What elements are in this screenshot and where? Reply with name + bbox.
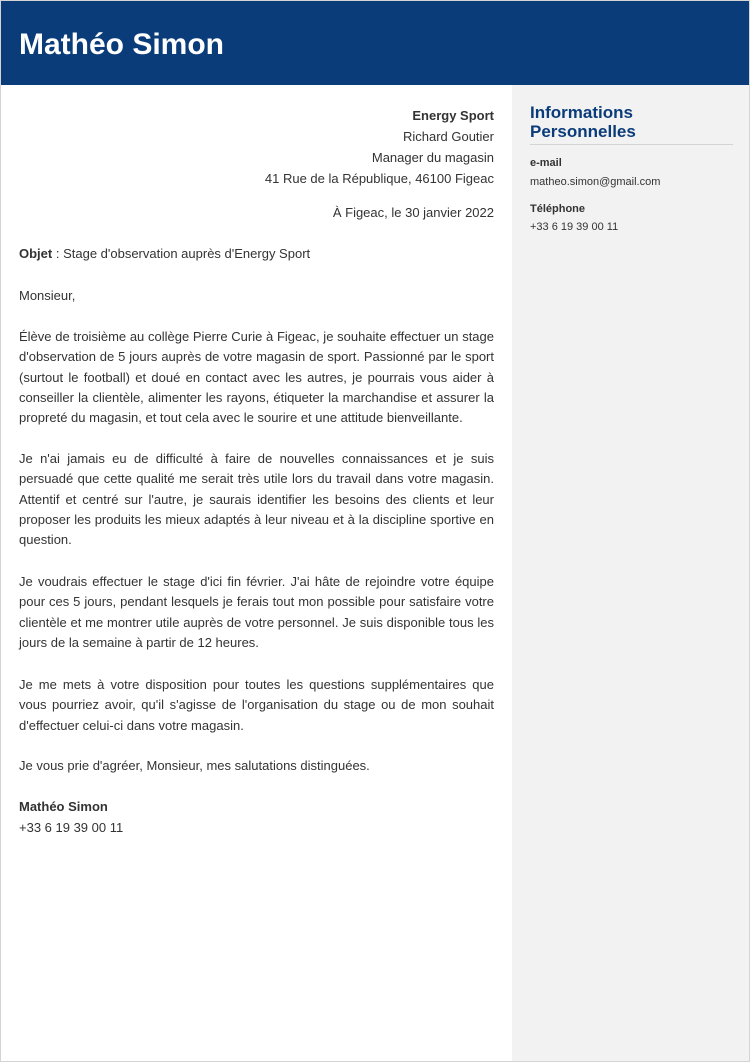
paragraph: Je voudrais effectuer le stage d'ici fin février. J'ai hâte de rejoindre votre équipe pour ces 5 jours, pendant lesquels je ferais tout mon possible pour satisfaire votre clientèle et me montrer utile auprès de votre personnel. Je suis disponible tous les jours de la semaine à partir de 12 heures. [19,574,494,650]
signature-name: Mathéo Simon [19,799,108,814]
sidebar-title: Informations Personnelles [530,103,636,141]
paragraph: Élève de troisième au collège Pierre Curie à Figeac, je souhaite effectuer un stage d'observation de 5 jours auprès de votre magasin de sport. Passionné par le sport (surtout le football) et doué en contact avec les autres, je pourrais vous aider à conseiller la clientèle, alimenter les rayons, étiqueter la marchandise et assurer la propreté du magasin, et tout cela avec le sourire et une attitude bienveillante. [19,329,494,426]
recipient-block [265,105,494,189]
paragraph: Je me mets à votre disposition pour toutes les questions supplémentaires que vous pourriez avoir, qu'il s'agisse de l'organisation du stage ou de mon souhait d'effectuer celui-ci dans votre magasin. [19,677,494,733]
phone-value: +33 6 19 39 00 11 [530,221,619,233]
applicant-name: Mathéo Simon [19,28,225,61]
signature-phone: +33 6 19 39 00 11 [19,820,124,835]
email-label: e-mail [530,157,562,169]
recipient-person: Richard Goutier [402,129,494,144]
paragraph: Je n'ai jamais eu de difficulté à faire de nouvelles connaissances et je suis persuadé que cette qualité me serait très utile lors du travail dans votre magasin. Attentif et centré sur l'autre, je saurais identifier les besoins des clients et leur proposer les produits les mieux adaptés à leur niveau et à la discipline sportive en question. [19,451,494,548]
closing-formula: Je vous prie d'agréer, Monsieur, mes salutations distinguées. [19,758,370,773]
object-text: : Stage d'observation auprès d'Energy Sport [52,246,311,261]
sidebar [512,85,750,1062]
letter-date: À Figeac, le 30 janvier 2022 [332,205,494,220]
recipient-address: 41 Rue de la République, 46100 Figeac [264,171,494,186]
sidebar-divider [530,144,733,145]
letter-object [19,246,310,261]
recipient-role: Manager du magasin [371,150,494,165]
recipient-company: Energy Sport [412,108,494,123]
header-banner [1,1,750,85]
object-label: Objet [19,246,53,261]
email-value: matheo.simon@gmail.com [530,176,661,188]
salutation: Monsieur, [19,288,76,303]
phone-label: Téléphone [530,203,586,215]
